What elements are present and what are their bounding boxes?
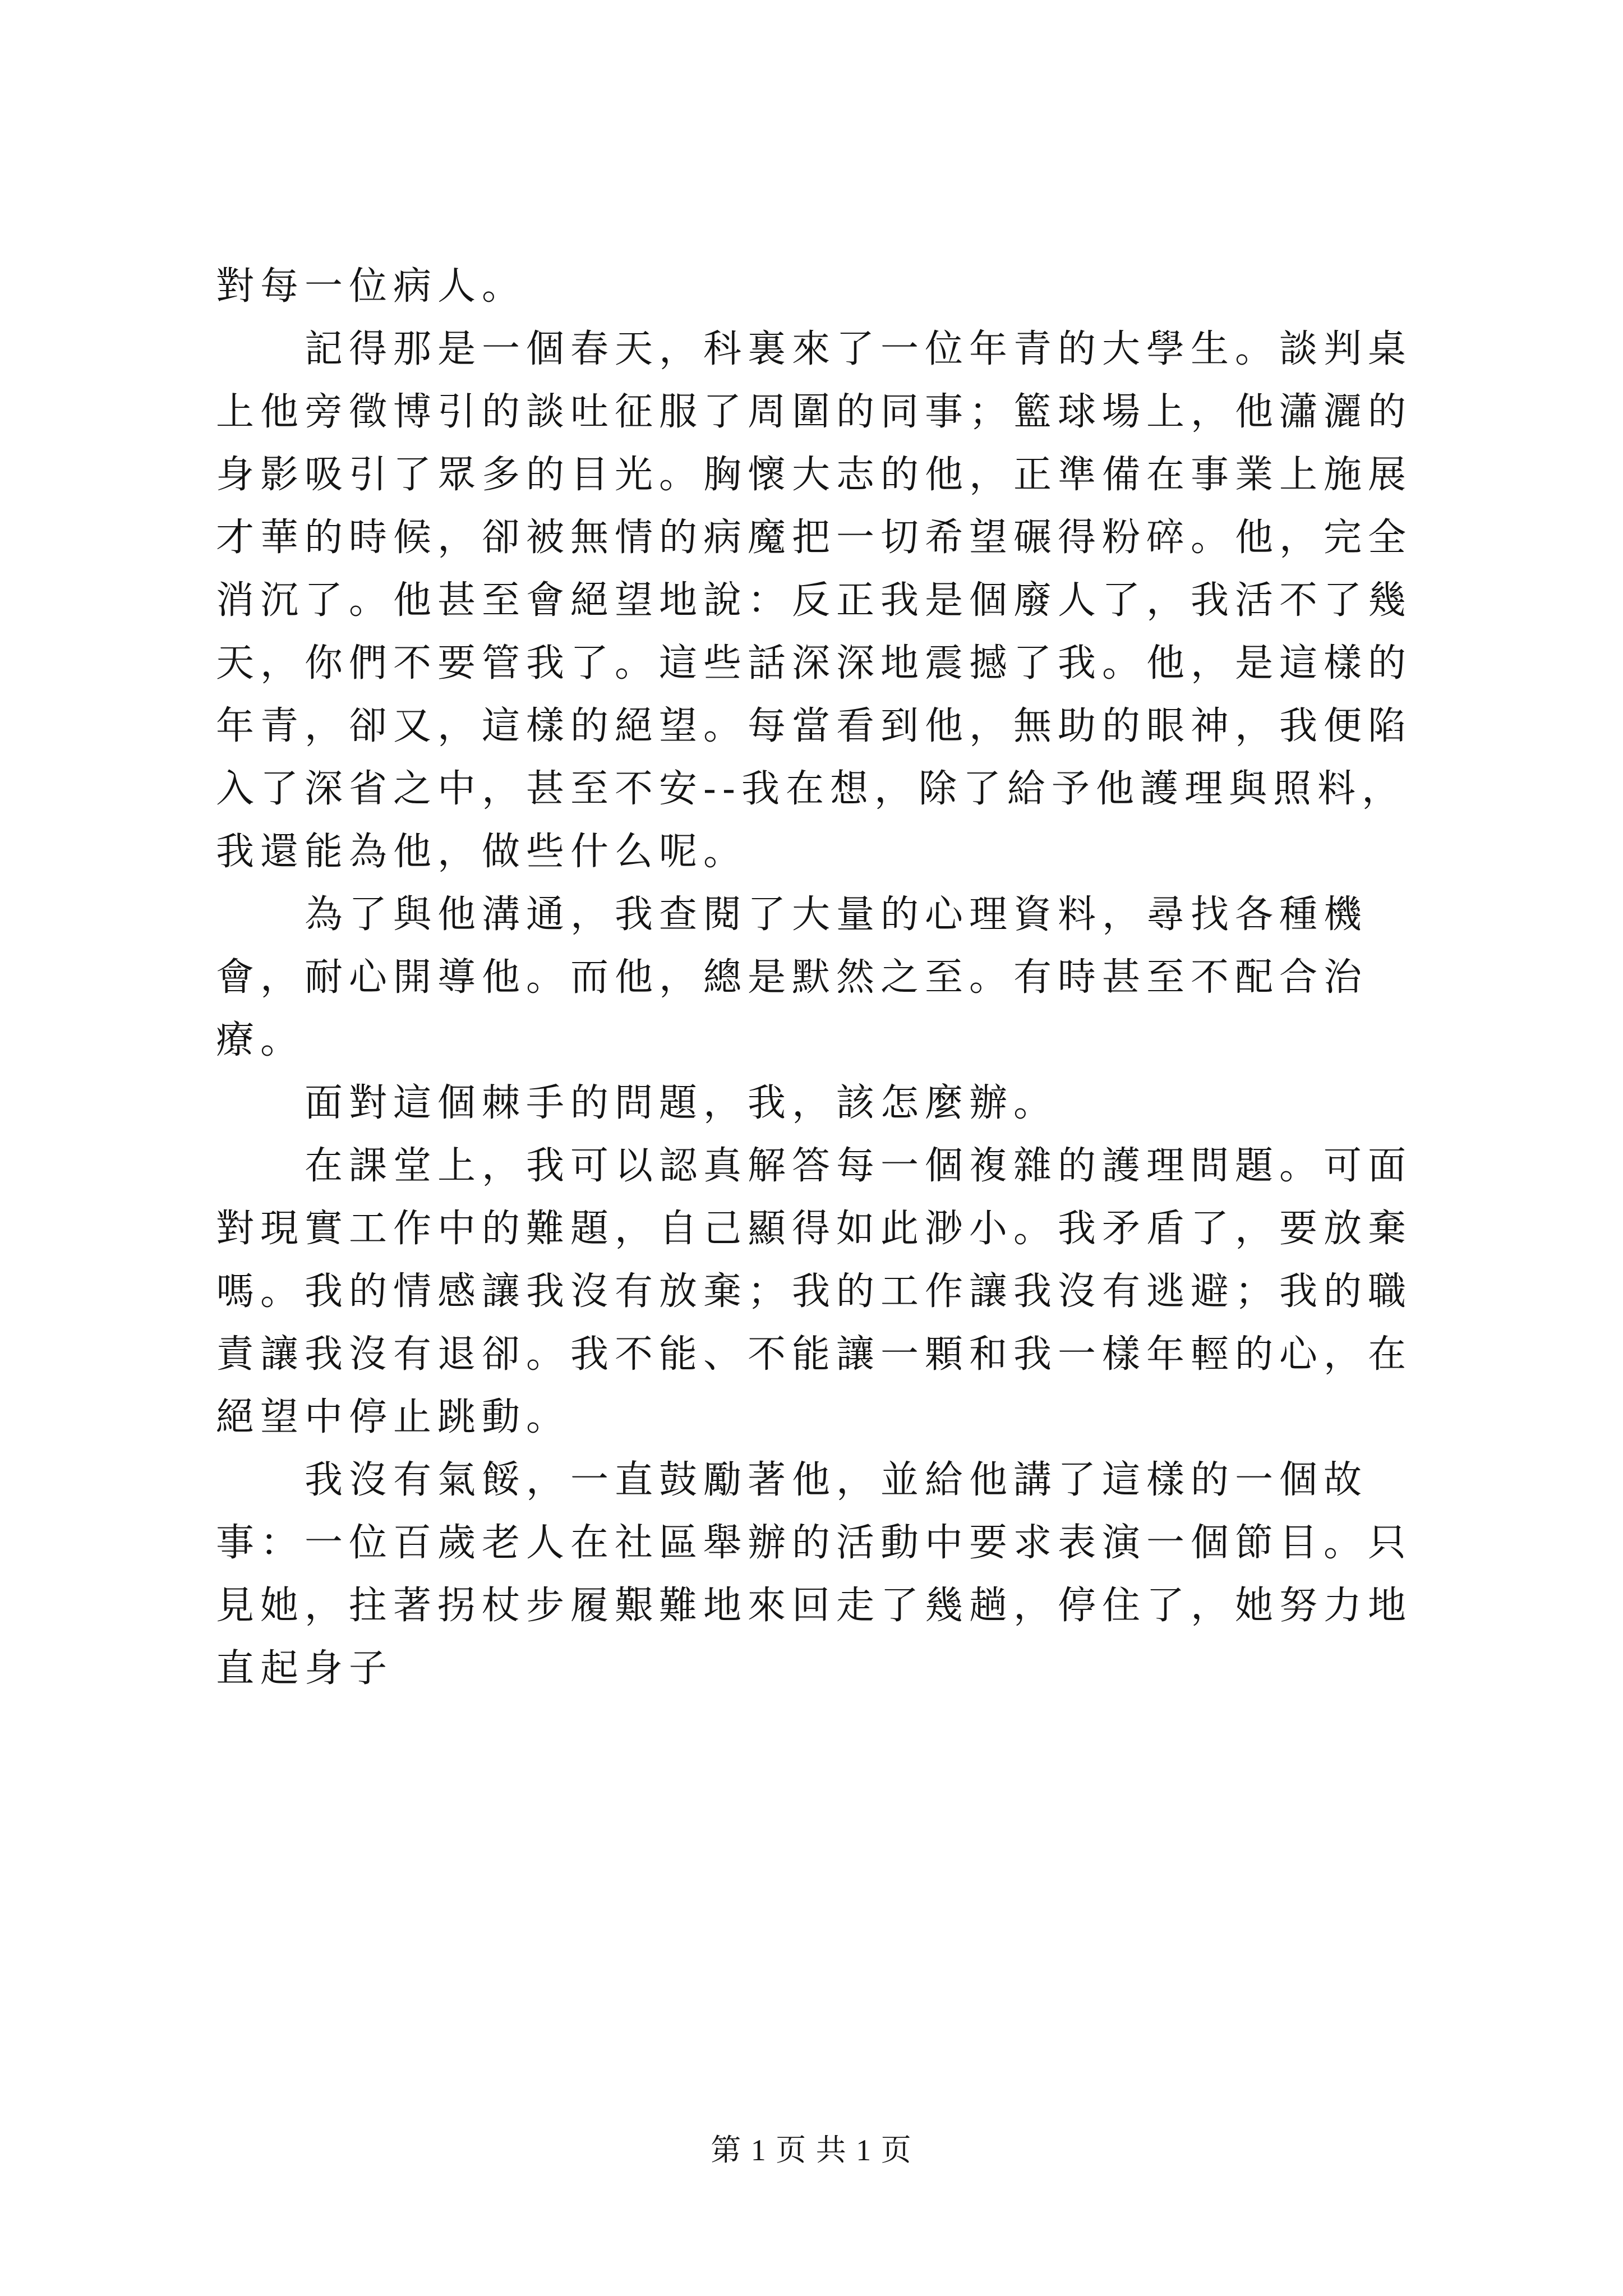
paragraph-continuation: 對每一位病人。	[216, 264, 527, 309]
document-body	[216, 255, 1427, 1700]
paragraph: 為了與他溝通，我查閱了大量的心理資料，尋找各種機會，耐心開導他。而他，總是默然之至。有時甚至不配合治療。	[216, 892, 1368, 1062]
paragraph: 面對這個棘手的問題，我，該怎麼辦。	[305, 1081, 1058, 1125]
paragraph: 記得那是一個春天，科裏來了一位年青的大學生。談判桌上他旁徵博引的談吐征服了周圍的同事；籃球場上，他瀟灑的身影吸引了眾多的目光。胸懷大志的他，正準備在事業上施展才華的時候，卻被無情的病魔把一切希望碾得粉碎。他，完全消沉了。他甚至會絕望地說：反正我是個廢人了，我活不了幾天，你們不要管我了。這些話深深地震撼了我。他，是這樣的年青，卻又，這樣的絕望。每當看到他，無助的眼神，我便陷入了深省之中，甚至不安--我在想，除了給予他護理與照料，我還能為他，做些什么呢。	[216, 327, 1413, 874]
paragraph: 我沒有氣餒，一直鼓勵著他，並給他講了這樣的一個故事：一位百歲老人在社區舉辦的活動中要求表演一個節目。只見她，拄著拐杖步履艱難地來回走了幾趟，停住了，她努力地直起身子	[216, 1458, 1413, 1691]
paragraph: 在課堂上，我可以認真解答每一個複雜的護理問題。可面對現實工作中的難題，自己顯得如此渺小。我矛盾了，要放棄嗎。我的情感讓我沒有放棄；我的工作讓我沒有逃避；我的職責讓我沒有退卻。我不能、不能讓一顆和我一樣年輕的心，在絕望中停止跳動。	[216, 1144, 1413, 1439]
page-footer: 第 1 页 共 1 页	[711, 2133, 912, 2167]
